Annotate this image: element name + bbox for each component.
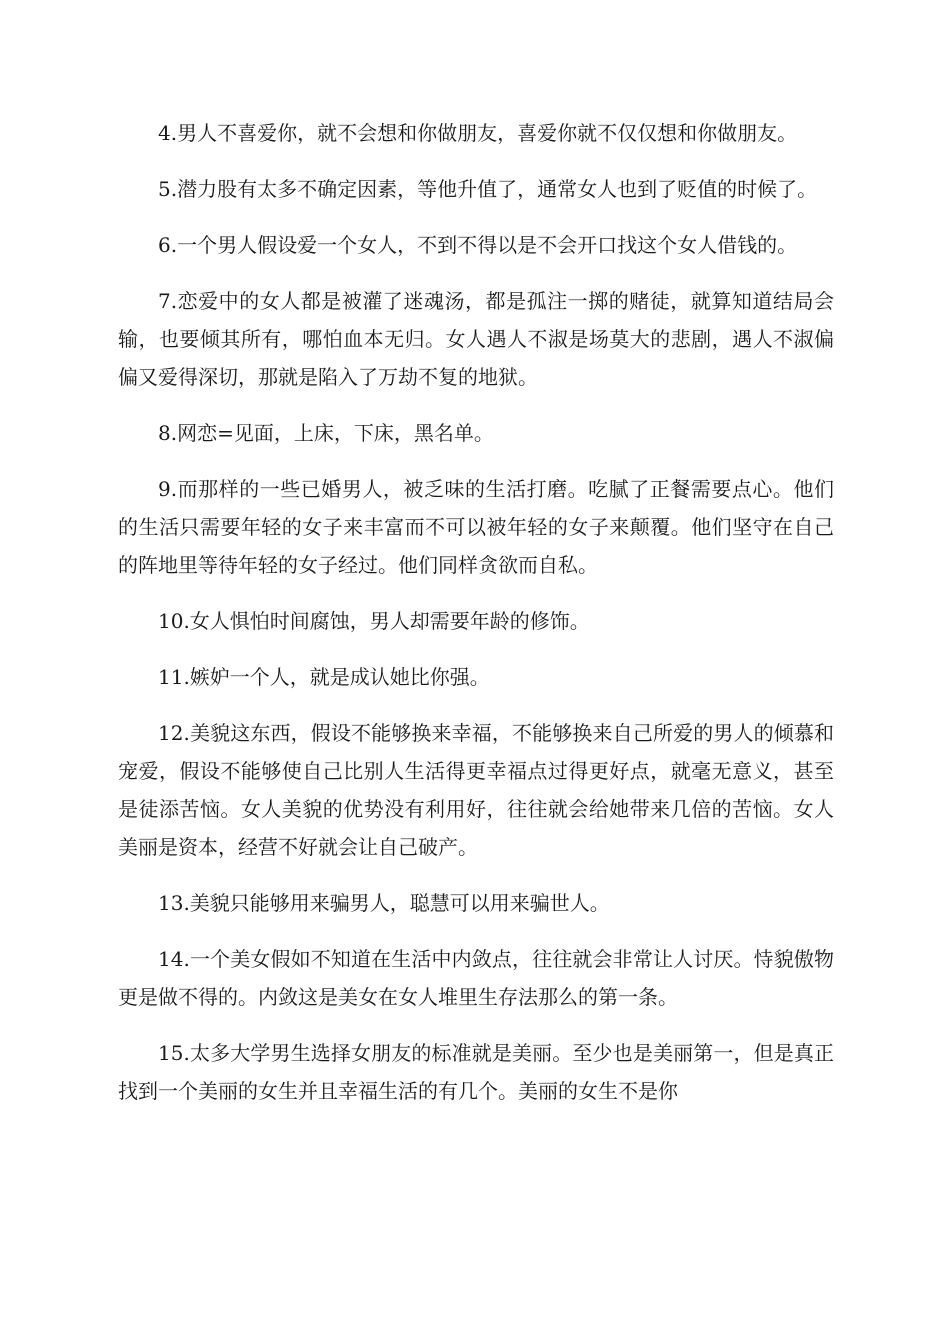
paragraph-4: 4.男人不喜爱你，就不会想和你做朋友，喜爱你就不仅仅想和你做朋友。 — [158, 121, 798, 145]
paragraph-10: 10.女人惧怕时间腐蚀，男人却需要年龄的修饰。 — [158, 609, 590, 633]
paragraph-12: 12.美貌这东西，假设不能够换来幸福，不能够换来自己所爱的男人的倾慕和宠爱，假设不能够使自己比别人生活得更幸福点过得更好点，就毫无意义，甚至是徒添苦恼。女人美貌的优势没有利用好，往往就会给她带来几倍的苦恼。女人美丽是资本，经营不好就会让自己破产。 — [118, 721, 834, 859]
paragraph-13: 13.美貌只能够用来骗男人，聪慧可以用来骗世人。 — [158, 891, 610, 915]
paragraph-11: 11.嫉妒一个人，就是成认她比你强。 — [158, 665, 490, 689]
paragraph-7: 7.恋爱中的女人都是被灌了迷魂汤，都是孤注一掷的赌徒，就算知道结局会输，也要倾其所有，哪怕血本无归。女人遇人不淑是场莫大的悲剧，遇人不淑偏偏又爱得深切，那就是陷入了万劫不复的地狱。 — [118, 289, 834, 389]
paragraph-14: 14.一个美女假如不知道在生活中内敛点，往往就会非常让人讨厌。恃貌傲物更是做不得的。内敛这是美女在女人堆里生存法那么的第一条。 — [118, 947, 834, 1009]
paragraph-5: 5.潜力股有太多不确定因素，等他升值了，通常女人也到了贬值的时候了。 — [158, 177, 818, 201]
document-body — [118, 114, 834, 1128]
paragraph-6: 6.一个男人假设爱一个女人，不到不得以是不会开口找这个女人借钱的。 — [158, 233, 798, 257]
paragraph-9: 9.而那样的一些已婚男人，被乏味的生活打磨。吃腻了正餐需要点心。他们的生活只需要年轻的女子来丰富而不可以被年轻的女子来颠覆。他们坚守在自己的阵地里等待年轻的女子经过。他们同样贪欲而自私。 — [118, 477, 834, 577]
paragraph-15: 15.太多大学男生选择女朋友的标准就是美丽。至少也是美丽第一，但是真正找到一个美丽的女生并且幸福生活的有几个。美丽的女生不是你 — [118, 1041, 834, 1103]
paragraph-8: 8.网恋=见面，上床，下床，黑名单。 — [158, 421, 494, 445]
